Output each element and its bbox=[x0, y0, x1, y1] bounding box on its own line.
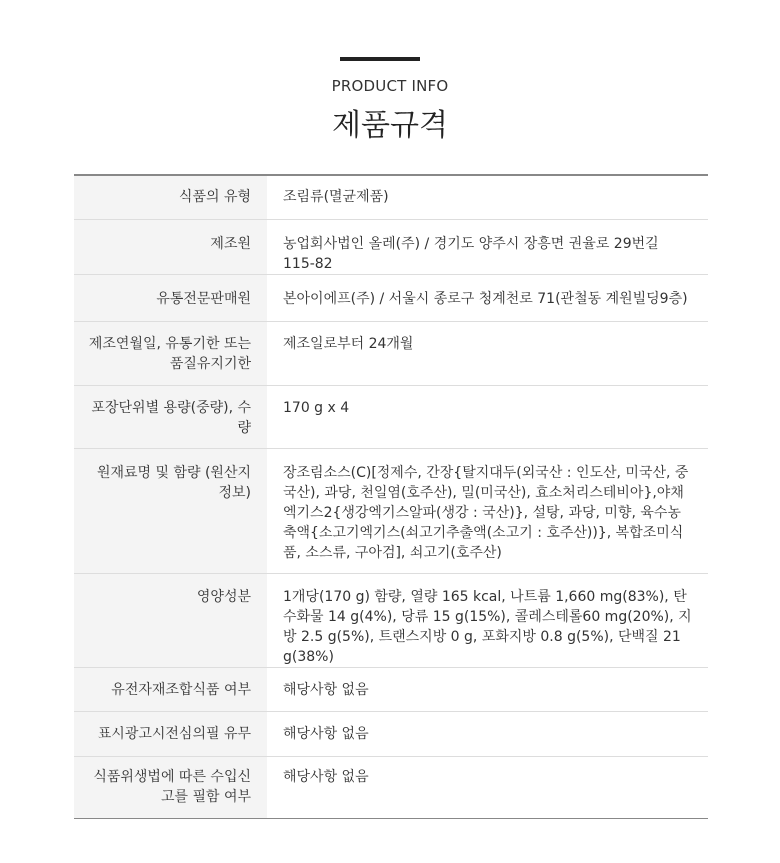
spec-label: 유전자재조합식품 여부 bbox=[74, 667, 267, 711]
spec-value: 해당사항 없음 bbox=[267, 667, 708, 711]
spec-label: 포장단위별 용량(중량), 수량 bbox=[74, 385, 267, 448]
spec-value: 1개당(170 g) 함량, 열량 165 kcal, 나트륨 1,660 mg(83%), 탄수화물 14 g(4%), 당류 15 g(15%), 콜레스테롤60 mg(20%), 지방 2.5 g(5%), 트랜스지방 0 g, 포화지방 0.8 g(5%), 단백질 21 g(38%) bbox=[267, 573, 708, 667]
spec-label: 유통전문판매원 bbox=[74, 274, 267, 321]
title-accent-bar bbox=[340, 57, 420, 61]
spec-label: 표시광고시전심의필 유무 bbox=[74, 711, 267, 756]
spec-row-food-type bbox=[74, 175, 708, 219]
product-info-header bbox=[0, 0, 780, 174]
spec-value: 장조림소스(C)[정제수, 간장{탈지대두(외국산 : 인도산, 미국산, 중국산), 과당, 천일염(호주산), 밀(미국산), 효소처리스테비아},야채엑기스2{생강엑기스알파(생강 : 국산)}, 설탕, 과당, 미향, 육수농축액{소고기엑기스(쇠고기추출액(소고기 : 호주산))}, 복합조미식품, 소스류, 구아검], 쇠고기(호주산) bbox=[267, 448, 708, 573]
spec-label: 영양성분 bbox=[74, 573, 267, 667]
spec-label: 제조연월일, 유통기한 또는 품질유지기한 bbox=[74, 321, 267, 385]
spec-value: 170 g x 4 bbox=[267, 385, 708, 448]
spec-row-ingredients bbox=[74, 448, 708, 573]
spec-row-manufacturer bbox=[74, 219, 708, 274]
spec-row-distributor bbox=[74, 274, 708, 321]
spec-label: 식품의 유형 bbox=[74, 175, 267, 219]
spec-value: 제조일로부터 24개월 bbox=[267, 321, 708, 385]
spec-row-nutrition bbox=[74, 573, 708, 667]
spec-value: 조림류(멸균제품) bbox=[283, 189, 389, 205]
spec-value: 본아이에프(주) / 서울시 종로구 청계천로 71(관철동 계원빌딩9층) bbox=[267, 274, 708, 321]
section-title: 제품규격 bbox=[332, 108, 448, 143]
spec-label: 원재료명 및 함량 (원산지 정보) bbox=[74, 448, 267, 573]
spec-row-ad-review bbox=[74, 711, 708, 756]
spec-value: 해당사항 없음 bbox=[267, 711, 708, 756]
spec-value: 해당사항 없음 bbox=[267, 756, 708, 818]
spec-row-package-quantity bbox=[74, 385, 708, 448]
spec-label: 제조원 bbox=[74, 219, 267, 274]
spec-row-import-declaration bbox=[74, 756, 708, 818]
spec-label: 식품위생법에 따른 수입신고를 필함 여부 bbox=[74, 756, 267, 818]
section-eyebrow: PRODUCT INFO bbox=[331, 77, 449, 95]
spec-row-shelf-life bbox=[74, 321, 708, 385]
product-spec-table bbox=[74, 174, 708, 819]
spec-row-gmo bbox=[74, 667, 708, 711]
spec-value: 농업회사법인 올레(주) / 경기도 양주시 장흥면 권율로 29번길 115-82 bbox=[267, 219, 708, 274]
